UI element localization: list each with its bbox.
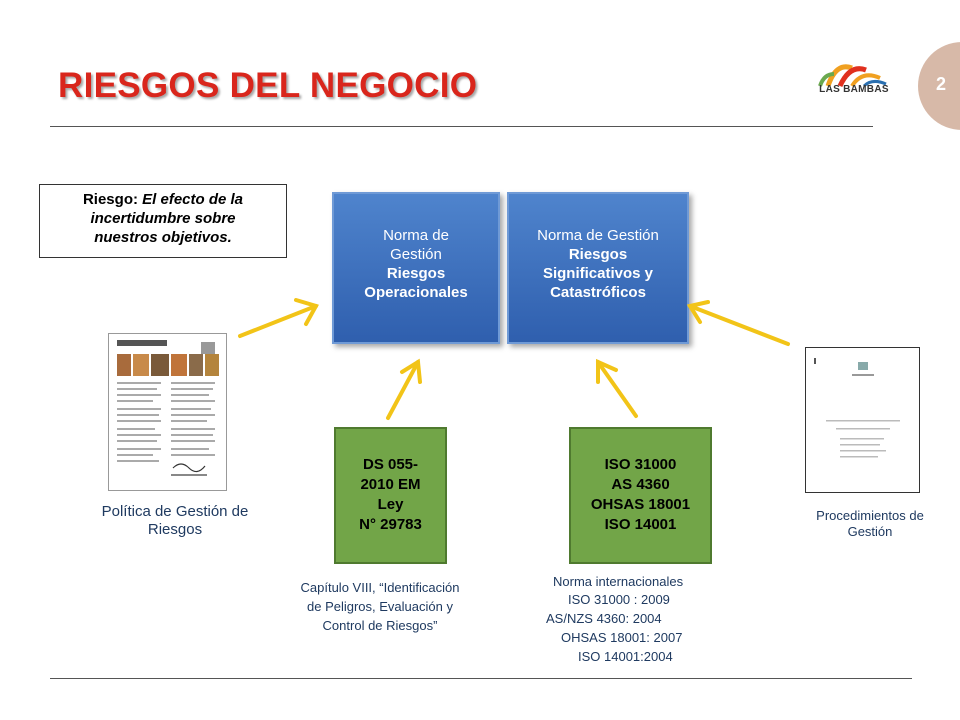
logo-text: LAS BAMBAS: [819, 84, 889, 95]
arrow-ds-to-operational: [388, 362, 420, 418]
iso-note-line-4: OHSAS 18001: 2007: [561, 630, 683, 645]
definition-term: Riesgo:: [82, 191, 138, 208]
footer-divider: [50, 678, 912, 679]
procedures-caption-line-1: Procedimientos de: [816, 508, 924, 523]
iso-line-4: ISO 14001: [604, 516, 677, 533]
ds-line-3: Ley: [377, 496, 404, 513]
operational-line-4: Operacionales: [364, 284, 468, 301]
page-number: 2: [936, 74, 947, 94]
risk-policy-caption-line-1: Política de Gestión de: [101, 503, 249, 520]
significant-line-2: Riesgos: [568, 246, 628, 263]
definition-text-2: incertidumbre sobre: [90, 210, 236, 227]
ds-note-line-2: de Peligros, Evaluación y: [307, 599, 453, 614]
significant-line-3: Significativos y: [542, 265, 654, 282]
ds-note-line-3: Control de Riesgos”: [322, 618, 438, 633]
significant-line-4: Catastróficos: [550, 284, 646, 301]
ds-line-1: DS 055-: [362, 456, 419, 473]
iso-note-line-3: AS/NZS 4360: 2004: [546, 611, 662, 626]
iso-line-3: OHSAS 18001: [590, 496, 691, 513]
iso-note-line-1: Norma internacionales: [553, 574, 684, 589]
definition-text-1: El efecto de la: [137, 191, 244, 208]
procedures-caption-line-2: Gestión: [847, 524, 893, 539]
iso-note-line-2: ISO 31000 : 2009: [568, 592, 670, 607]
operational-line-2: Gestión: [390, 246, 442, 263]
operational-line-3: Riesgos: [386, 265, 446, 282]
iso-line-1: ISO 31000: [604, 456, 677, 473]
iso-note-line-5: ISO 14001:2004: [578, 649, 673, 664]
arrow-procedures-to-significant: [690, 302, 788, 344]
arrow-policy-to-operational: [240, 300, 316, 336]
ds-line-2: 2010 EM: [360, 476, 421, 493]
ds-note-line-1: Capítulo VIII, “Identificación: [300, 580, 460, 595]
definition-text-3: nuestros objetivos.: [94, 229, 232, 246]
significant-line-1: Norma de Gestión: [537, 227, 659, 244]
operational-line-1: Norma de: [383, 227, 449, 244]
ds-line-4: N° 29783: [359, 516, 422, 533]
iso-line-2: AS 4360: [611, 476, 670, 493]
risk-policy-caption-line-2: Riesgos: [147, 521, 203, 538]
page-title: RIESGOS DEL NEGOCIO: [58, 66, 478, 105]
arrow-iso-to-significant: [598, 362, 636, 416]
